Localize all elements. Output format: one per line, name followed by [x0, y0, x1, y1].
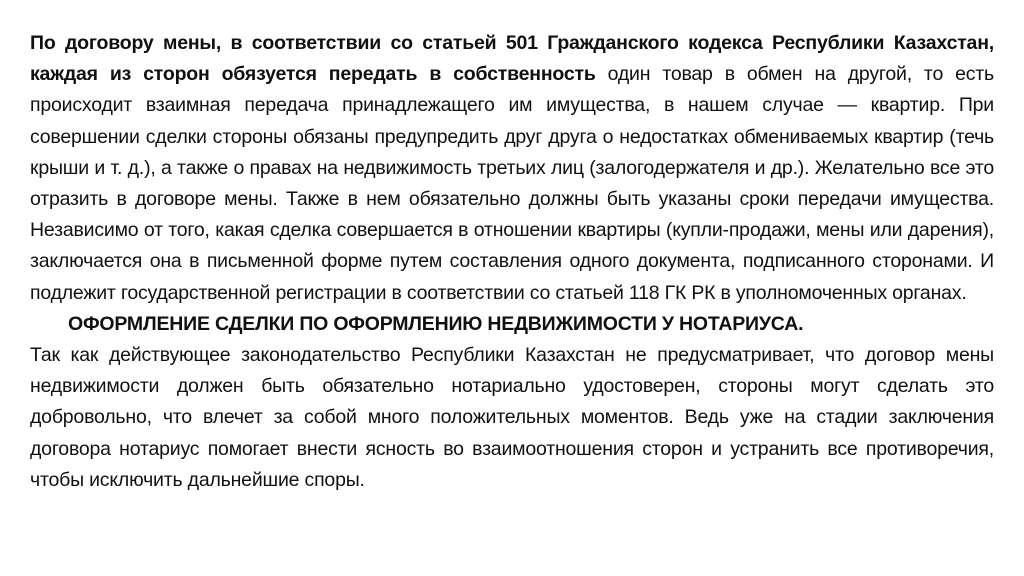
slide-content — [30, 28, 994, 496]
paragraph-bold-lead: По договору мены, в соответствии со статьей 501 Гражданского кодекса Республики Казахстан, каждая из сторон обязуется передать в собственность — [30, 32, 994, 86]
section-heading: ОФОРМЛЕНИЕ СДЕЛКИ ПО ОФОРМЛЕНИЮ НЕДВИЖИМОСТИ У НОТАРИУСА. — [68, 312, 804, 335]
paragraph-notary: Так как действующее законодательство Республики Казахстан не предусматривает, что договор мены недвижимости должен быть обязательно нотариально удостоверен, стороны могут сделать это добровольно, что влечет за собой много положительных моментов. Ведь уже на стадии заключения договора нотариус помогает внести ясность во взаимоотношения сторон и устранить все противоречия, чтобы исключить дальнейшие споры. — [30, 344, 994, 491]
paragraph-body-text: один товар в обмен на другой, то есть происходит взаимная передача принадлежащего им имущества, в нашем случае — квартир. При совершении сделки стороны обязаны предупредить друг друга о недостатках обмениваемых квартир (течь крыши и т. д.), а также о правах на недвижимость третьих лиц (залогодержателя и др.). Желательно все это отразить в договоре мены. Также в нем обязательно должны быть указаны сроки передачи имущества. Независимо от того, какая сделка совершается в отношении квартиры (купли-продажи, мены или дарения), заключается она в письменной форме путем составления одного документа, подписанного сторонами. И подлежит государственной регистрации в соответствии со статьей 118 ГК РК в уполномоченных органах. — [30, 63, 994, 304]
paragraph-exchange-contract — [30, 28, 994, 309]
